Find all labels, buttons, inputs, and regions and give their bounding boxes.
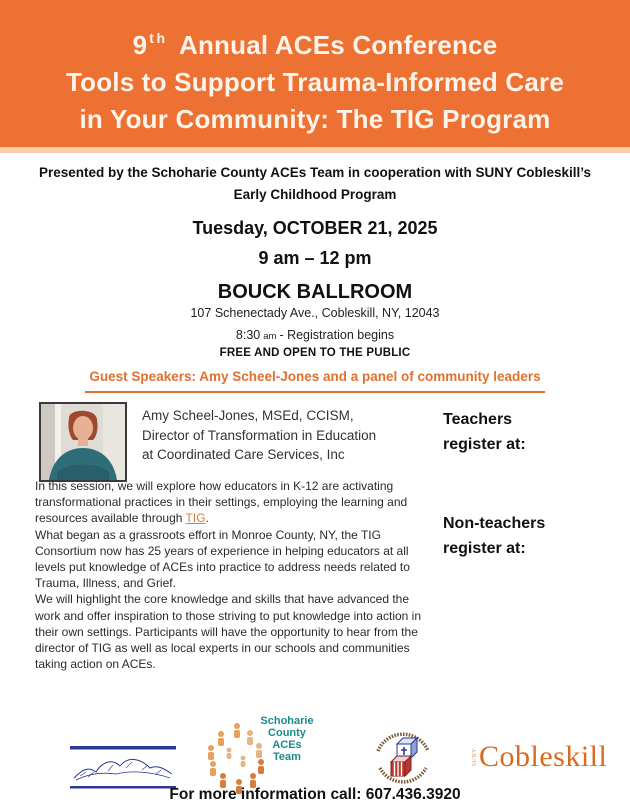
speaker-portrait-illustration (41, 404, 125, 480)
suny-cobleskill-logo (472, 740, 607, 774)
paragraph-2: What began as a grassroots effort in Monroe County, NY, the TIG Consortium now has 25 years of experience in helping educators at all levels put knowledge of ACEs into practice to address needs related to Trauma, Illness, and Grief. (35, 527, 410, 591)
speaker-org: at Coordinated Care Services, Inc (142, 447, 345, 462)
svg-text:County: County (268, 727, 306, 739)
title-line-2: Tools to Support Trauma-Informed Care (65, 67, 565, 97)
contact-info: For more information call: 607.436.3920 (169, 786, 461, 803)
presented-by (0, 162, 630, 206)
aces-logo-text: Schoharie (260, 715, 314, 727)
paragraph-3: We will highlight the core knowledge and skills that have advanced the work and offer inspiration to those striving to put knowledge into action in their own settings. Participants will have the opportunity to hear from the director of TIG as well as local experts in our schools and communities taking action on ACEs. (35, 592, 422, 672)
event-time: 9 am – 12 pm (258, 248, 372, 268)
ordinal-superscript: th (149, 30, 168, 46)
people-ring-icon (208, 723, 264, 794)
paragraph-1: In this session, we will explore how educators in K-12 are activating transformational practices in their settings, employing the learning and resources available through TIG. (35, 479, 408, 526)
presented-line-2: Early Childhood Program (233, 187, 397, 202)
am-label: am (263, 331, 277, 342)
speaker-title: Director of Transformation in Education (142, 427, 377, 443)
suny-vertical-label: SUNY (472, 747, 478, 767)
building-blocks-icon (391, 738, 417, 776)
nonteachers-register-label: Non-teachers register at: (443, 515, 546, 557)
header-banner (0, 0, 630, 147)
title-line-1: 9 $^{th}$ Annual ACEs Conference (132, 30, 498, 60)
speaker-info (142, 406, 376, 465)
orange-divider (85, 391, 545, 393)
speaker-name: Amy Scheel-Jones, MSEd, CCISM, (142, 408, 354, 423)
venue-name: BOUCK BALLROOM (217, 281, 413, 303)
svg-text:Team: Team (273, 751, 301, 763)
registration-time: 8:30 am - Registration begins (235, 328, 395, 342)
tig-link[interactable]: TIG (185, 511, 206, 526)
session-description (35, 478, 437, 672)
speaker-photo (39, 402, 127, 482)
guest-speakers-heading: Guest Speakers: Amy Scheel-Jones and a panel of community leaders (89, 369, 541, 384)
svg-text:ACEs: ACEs (272, 739, 302, 751)
cobleskill-wordmark: Cobleskill (479, 740, 608, 773)
title-line-3: in Your Community: The TIG Program (79, 104, 551, 134)
event-date: Tuesday, OCTOBER 21, 2025 (192, 218, 438, 238)
teachers-register-label: Teachers register at: (443, 411, 526, 453)
free-open-notice: FREE AND OPEN TO THE PUBLIC (219, 347, 411, 359)
presented-line-1: Presented by the Schoharie County ACEs Team in cooperation with SUNY Cobleskill’s (38, 165, 592, 180)
header-accent-strip (0, 147, 630, 153)
venue-address: 107 Schenectady Ave., Cobleskill, NY, 12043 (190, 306, 440, 320)
